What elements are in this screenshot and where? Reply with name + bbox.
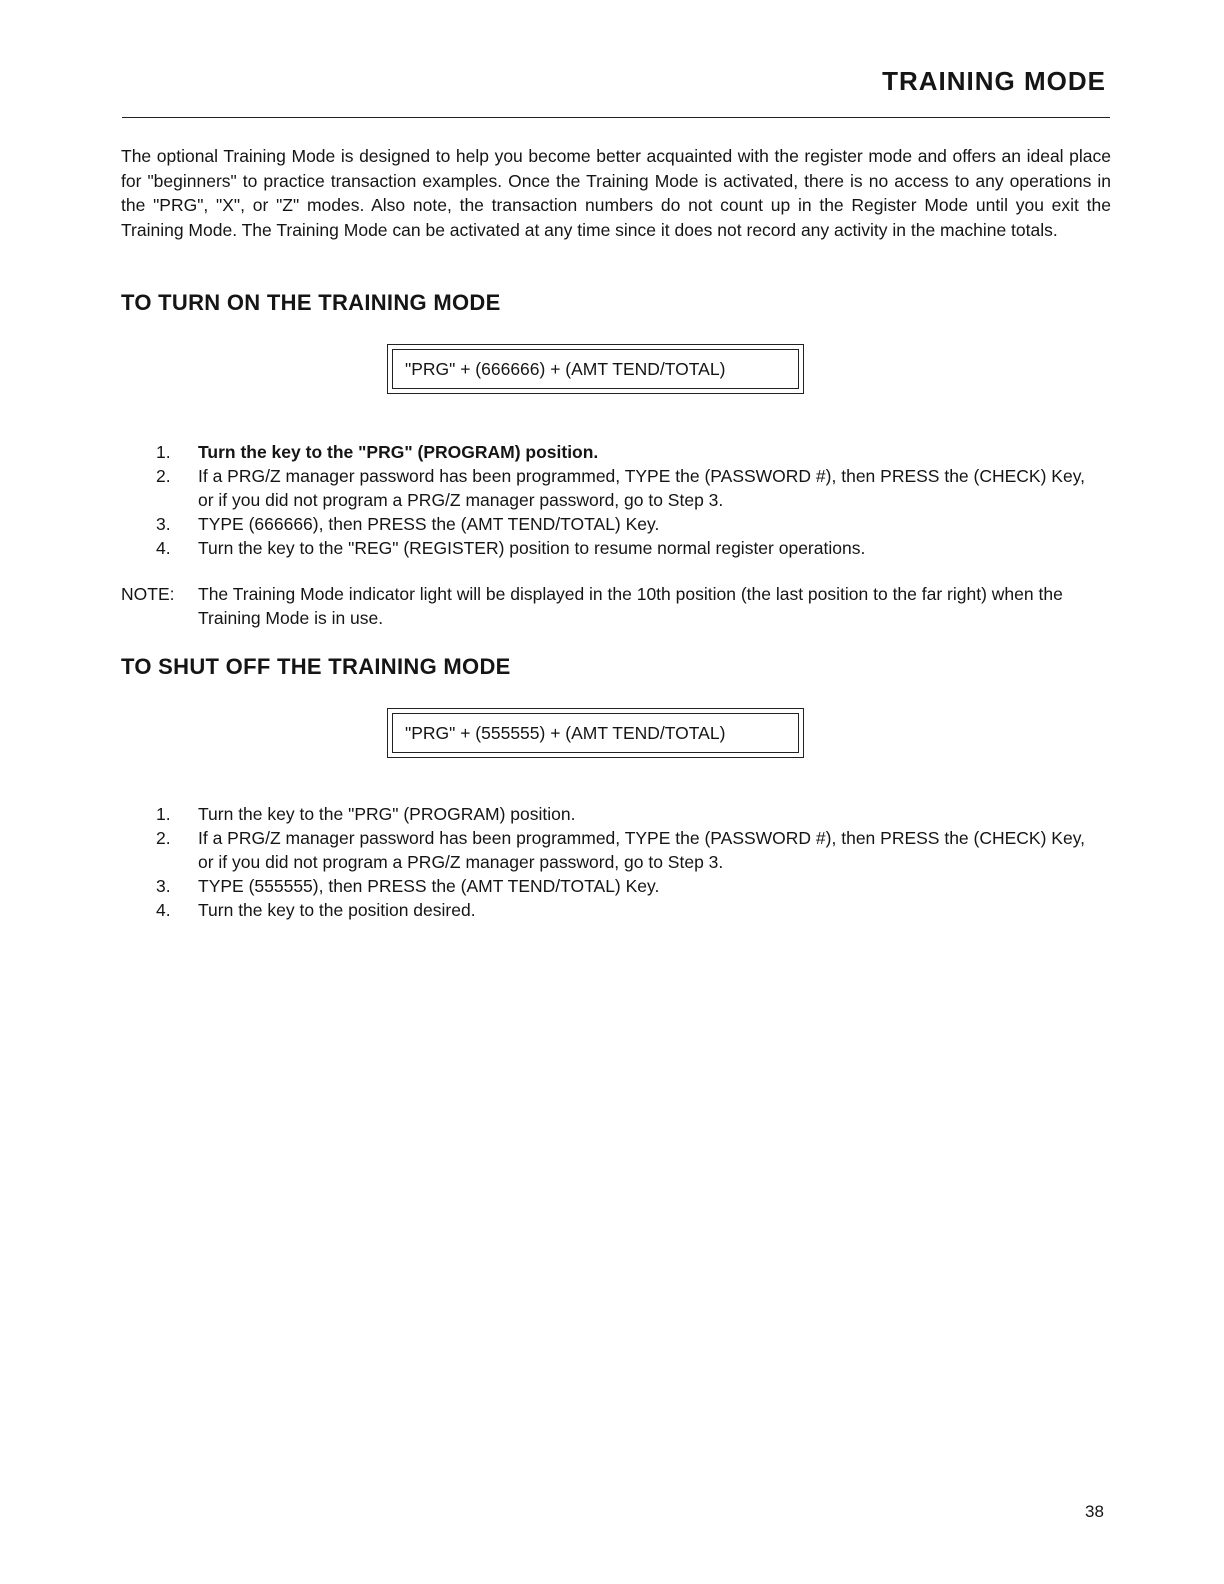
step-text: Turn the key to the position desired.: [198, 900, 476, 920]
step-number: 1.: [156, 804, 171, 824]
step-item: [156, 536, 1086, 560]
note-text: The Training Mode indicator light will be displayed in the 10th position (the last position to the far right) when the Training Mode is in use.: [198, 584, 1063, 628]
step-number: 3.: [156, 514, 171, 534]
turn-on-key-sequence: "PRG" + (666666) + (AMT TEND/TOTAL): [392, 349, 799, 389]
step-item: [156, 802, 1086, 826]
step-number: 4.: [156, 538, 171, 558]
page-title: TRAINING MODE: [882, 66, 1106, 96]
turn-on-steps: [156, 440, 1086, 560]
step-text: Turn the key to the "PRG" (PROGRAM) position.: [198, 442, 599, 462]
intro-paragraph: The optional Training Mode is designed to help you become better acquainted with the register mode and offers an ideal place for "beginners" to practice transaction examples. Once the Training Mode is activated, there is no access to any operations in the "PRG", "X", or "Z" modes. Also note, the transaction numbers do not count up in the Register Mode until you exit the Training Mode. The Training Mode can be activated at any time since it does not record any activity in the machine totals.: [121, 146, 1111, 240]
title-divider: [122, 117, 1110, 118]
step-item: [156, 512, 1086, 536]
step-item: [156, 440, 1086, 464]
step-item: [156, 874, 1086, 898]
step-text: TYPE (555555), then PRESS the (AMT TEND/TOTAL) Key.: [198, 876, 660, 896]
shut-off-key-sequence: "PRG" + (555555) + (AMT TEND/TOTAL): [392, 713, 799, 753]
shut-off-key-sequence-box: [387, 708, 804, 758]
step-text: If a PRG/Z manager password has been programmed, TYPE the (PASSWORD #), then PRESS the (CHECK) Key, or if you did not program a PRG/Z manager password, go to Step 3.: [198, 828, 1086, 872]
step-number: 2.: [156, 466, 171, 486]
note-label: NOTE:: [121, 584, 175, 604]
step-text: If a PRG/Z manager password has been programmed, TYPE the (PASSWORD #), then PRESS the (CHECK) Key, or if you did not program a PRG/Z manager password, go to Step 3.: [198, 466, 1086, 510]
step-text: Turn the key to the "PRG" (PROGRAM) position.: [198, 804, 576, 824]
step-item: [156, 898, 1086, 922]
shut-off-steps: [156, 802, 1086, 922]
turn-on-heading: TO TURN ON THE TRAINING MODE: [121, 290, 501, 315]
shut-off-heading: TO SHUT OFF THE TRAINING MODE: [121, 654, 511, 679]
step-text: TYPE (666666), then PRESS the (AMT TEND/TOTAL) Key.: [198, 514, 660, 534]
page-number: 38: [1085, 1502, 1104, 1521]
step-number: 3.: [156, 876, 171, 896]
step-number: 2.: [156, 828, 171, 848]
step-item: [156, 464, 1086, 512]
step-number: 1.: [156, 442, 171, 462]
note: [121, 582, 1111, 630]
step-text: Turn the key to the "REG" (REGISTER) position to resume normal register operations.: [198, 538, 866, 558]
step-number: 4.: [156, 900, 171, 920]
turn-on-key-sequence-box: [387, 344, 804, 394]
step-item: [156, 826, 1086, 874]
